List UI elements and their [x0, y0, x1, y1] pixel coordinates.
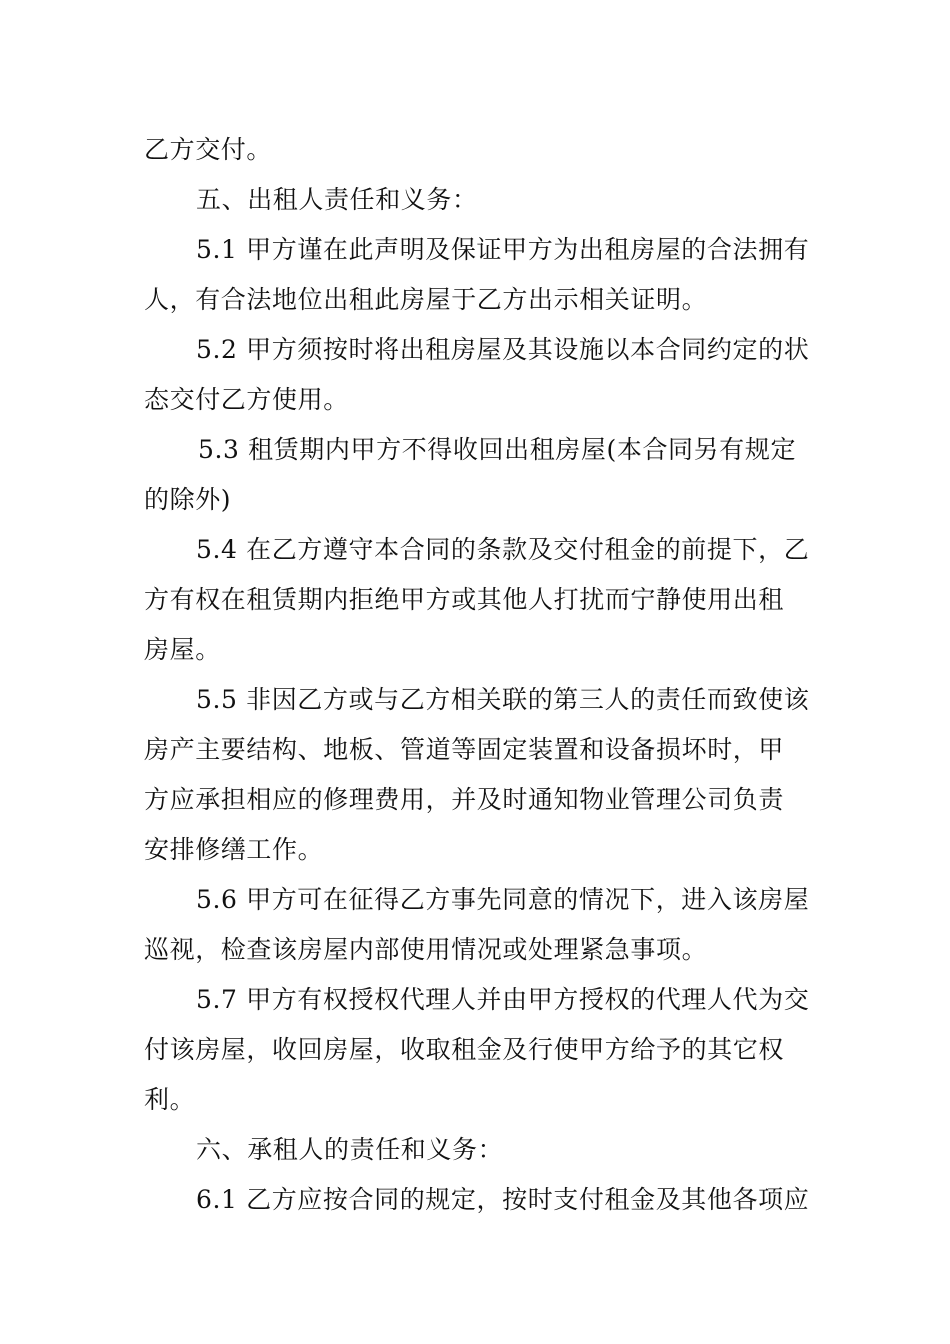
text-line: 5.6 甲方可在征得乙方事先同意的情况下，进入该房屋 [196, 885, 810, 914]
text-line: 乙方交付。 [144, 135, 273, 164]
text-line: 的除外) [144, 485, 232, 514]
section-heading: 六、承租人的责任和义务： [196, 1135, 504, 1164]
text-line: 付该房屋，收回房屋，收取租金及行使甲方给予的其它权 [144, 1035, 785, 1064]
text-line: 巡视，检查该房屋内部使用情况或处理紧急事项。 [144, 935, 708, 964]
text-line: 态交付乙方使用。 [144, 385, 349, 414]
text-line: 房屋。 [144, 635, 221, 664]
text-line: 安排修缮工作。 [144, 835, 324, 864]
text-line: 6.1 乙方应按合同的规定，按时支付租金及其他各项应 [196, 1185, 810, 1214]
text-line: 方应承担相应的修理费用，并及时通知物业管理公司负责 [144, 785, 785, 814]
text-line: 5.7 甲方有权授权代理人并由甲方授权的代理人代为交 [196, 985, 810, 1014]
section-heading: 五、出租人责任和义务： [196, 185, 478, 214]
text-line: 5.2 甲方须按时将出租房屋及其设施以本合同约定的状 [196, 335, 810, 364]
text-line: 人，有合法地位出租此房屋于乙方出示相关证明。 [144, 285, 708, 314]
text-line: 房产主要结构、地板、管道等固定装置和设备损坏时，甲 [144, 735, 785, 764]
text-line: 5.4 在乙方遵守本合同的条款及交付租金的前提下，乙 [196, 535, 810, 564]
text-line: 5.1 甲方谨在此声明及保证甲方为出租房屋的合法拥有 [196, 235, 810, 264]
text-line: 方有权在租赁期内拒绝甲方或其他人打扰而宁静使用出租 [144, 585, 785, 614]
text-line: 利。 [144, 1085, 196, 1114]
text-line: 5.3 租赁期内甲方不得收回出租房屋(本合同另有规定 [198, 435, 797, 464]
text-line: 5.5 非因乙方或与乙方相关联的第三人的责任而致使该 [196, 685, 810, 714]
